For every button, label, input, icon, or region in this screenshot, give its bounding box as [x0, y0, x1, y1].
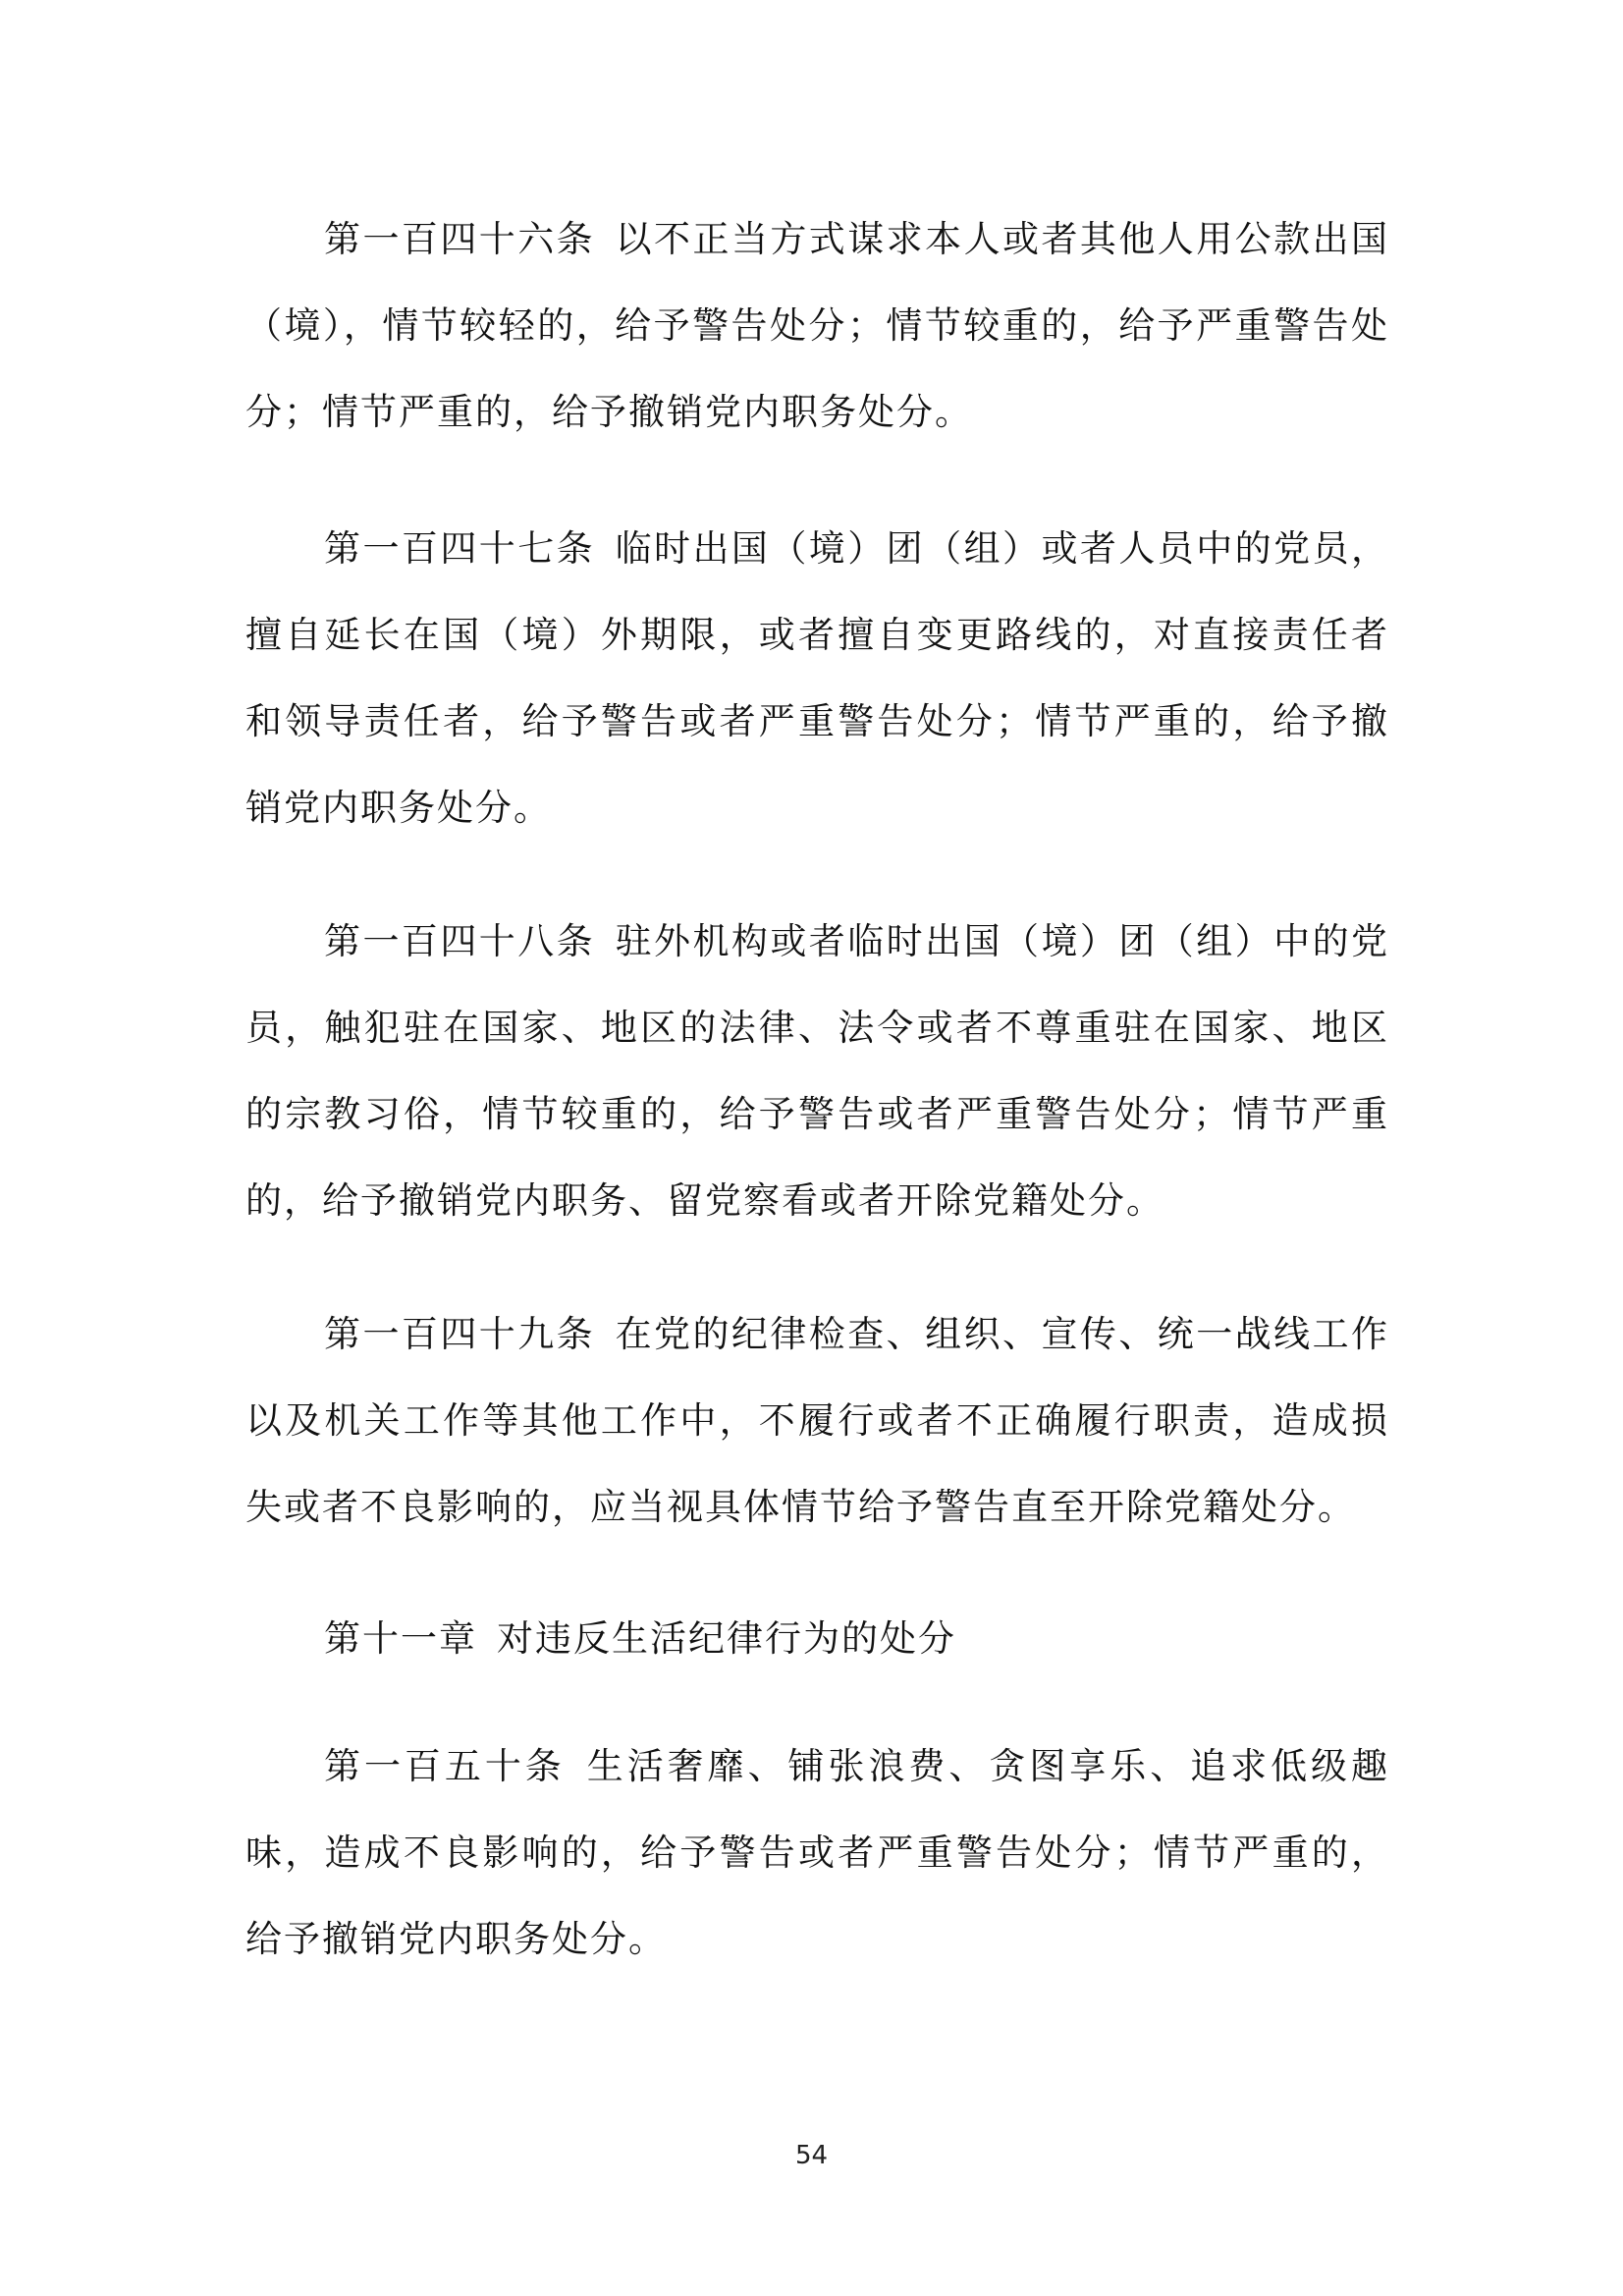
article-146 [245, 196, 1389, 456]
article-147 [245, 506, 1389, 851]
article-body: 在党的纪律检查、组织、宣传、统一战线工作以及机关工作等其他工作中，不履行或者不正确履行职责，造成损失或者不良影响的，应当视具体情节给予警告直至开除党籍处分。 [245, 1313, 1390, 1528]
article-heading: 第一百四十九条 [324, 1313, 596, 1355]
article-heading: 第一百四十八条 [324, 920, 596, 962]
chapter-heading: 第十一章 [324, 1617, 477, 1660]
chapter-body: 对违反生活纪律行为的处分 [497, 1617, 956, 1660]
article-body: 生活奢靡、铺张浪费、贪图享乐、追求低级趣味，造成不良影响的，给予警告或者严重警告处分；情节严重的，给予撤销党内职务处分。 [245, 1745, 1390, 1960]
article-heading: 第一百四十六条 [324, 218, 596, 260]
article-150 [245, 1723, 1389, 1983]
article-body: 驻外机构或者临时出国（境）团（组）中的党员，触犯驻在国家、地区的法律、法令或者不尊重驻在国家、地区的宗教习俗，情节较重的，给予警告或者严重警告处分；情节严重的，给予撤销党内职务、留党察看或者开除党籍处分。 [245, 920, 1390, 1222]
page-number: 54 [794, 2141, 829, 2170]
article-body: 以不正当方式谋求本人或者其他人用公款出国（境），情节较轻的，给予警告处分；情节较重的，给予严重警告处分；情节严重的，给予撤销党内职务处分。 [245, 218, 1390, 433]
article-heading: 第一百四十七条 [324, 527, 596, 570]
article-heading: 第一百五十条 [324, 1745, 566, 1787]
article-148 [245, 899, 1389, 1244]
chapter-11-title [245, 1596, 1389, 1682]
article-body: 临时出国（境）团（组）或者人员中的党员，擅自延长在国（境）外期限，或者擅自变更路线的，对直接责任者和领导责任者，给予警告或者严重警告处分；情节严重的，给予撤销党内职务处分。 [245, 527, 1390, 829]
article-149 [245, 1291, 1389, 1551]
